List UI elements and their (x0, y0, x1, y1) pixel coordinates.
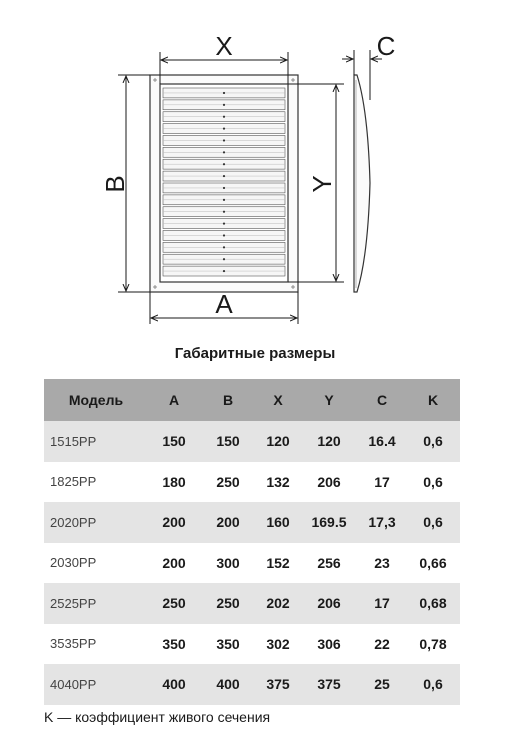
table-row (44, 664, 460, 705)
cell-x: 152 (256, 543, 300, 584)
cell-b: 150 (200, 421, 256, 462)
louver-center-mark (223, 163, 225, 165)
louver-center-mark (223, 211, 225, 213)
cell-x: 120 (256, 421, 300, 462)
cell-y: 120 (300, 421, 358, 462)
cell-c: 17,3 (358, 502, 406, 543)
cell-x: 132 (256, 462, 300, 503)
louver-center-mark (223, 187, 225, 189)
cell-x: 160 (256, 502, 300, 543)
cell-b: 400 (200, 664, 256, 705)
section-title: Габаритные размеры (174, 345, 336, 362)
cell-k: 0,6 (406, 664, 460, 705)
cell-y: 256 (300, 543, 358, 584)
louver-center-mark (223, 92, 225, 94)
cell-model: 2020PP (44, 502, 148, 543)
cell-c: 23 (358, 543, 406, 584)
cell-model: 4040PP (44, 664, 148, 705)
cell-k: 0,6 (406, 421, 460, 462)
louver-center-mark (223, 104, 225, 106)
grille-side-profile (354, 75, 370, 292)
header-c: C (358, 379, 406, 421)
dimensions-table (44, 379, 460, 705)
cell-y: 169.5 (300, 502, 358, 543)
louver-center-mark (223, 116, 225, 118)
cell-a: 350 (148, 624, 200, 665)
cell-model: 2525PP (44, 583, 148, 624)
cell-c: 16.4 (358, 421, 406, 462)
louver-center-mark (223, 151, 225, 153)
cell-k: 0,68 (406, 583, 460, 624)
header-b: B (200, 379, 256, 421)
table-row (44, 543, 460, 584)
louver-center-mark (223, 199, 225, 201)
cell-b: 300 (200, 543, 256, 584)
label-x: X (215, 31, 233, 61)
cell-x: 375 (256, 664, 300, 705)
louver-center-mark (223, 139, 225, 141)
header-k: K (406, 379, 460, 421)
cell-b: 350 (200, 624, 256, 665)
cell-c: 17 (358, 462, 406, 503)
cell-a: 200 (148, 543, 200, 584)
cell-model: 1825PP (44, 462, 148, 503)
footnote: K — коэффициент живого сечения (44, 709, 271, 725)
header-a: A (148, 379, 200, 421)
header-model: Модель (44, 379, 148, 421)
label-a: A (215, 289, 233, 319)
cell-y: 206 (300, 583, 358, 624)
header-x: X (256, 379, 300, 421)
table-header-row (44, 379, 460, 421)
louver-center-mark (223, 270, 225, 272)
cell-a: 400 (148, 664, 200, 705)
louver-center-mark (223, 222, 225, 224)
cell-a: 250 (148, 583, 200, 624)
cell-c: 25 (358, 664, 406, 705)
label-b: B (100, 175, 130, 193)
cell-x: 302 (256, 624, 300, 665)
cell-a: 150 (148, 421, 200, 462)
table-row (44, 583, 460, 624)
cell-b: 250 (200, 583, 256, 624)
cell-k: 0,6 (406, 502, 460, 543)
label-y: Y (307, 175, 337, 193)
table-row (44, 502, 460, 543)
cell-k: 0,66 (406, 543, 460, 584)
table-row (44, 421, 460, 462)
cell-model: 2030PP (44, 543, 148, 584)
cell-a: 180 (148, 462, 200, 503)
cell-c: 17 (358, 583, 406, 624)
louver-center-mark (223, 246, 225, 248)
cell-y: 306 (300, 624, 358, 665)
cell-k: 0,78 (406, 624, 460, 665)
cell-x: 202 (256, 583, 300, 624)
cell-a: 200 (148, 502, 200, 543)
louver-center-mark (223, 258, 225, 260)
cell-y: 375 (300, 664, 358, 705)
cell-y: 206 (300, 462, 358, 503)
label-c: C (376, 31, 396, 61)
header-y: Y (300, 379, 358, 421)
cell-b: 250 (200, 462, 256, 503)
louver-center-mark (223, 175, 225, 177)
grille-dimension-drawing (0, 0, 510, 335)
table-row (44, 462, 460, 503)
louver-center-mark (223, 234, 225, 236)
cell-model: 3535PP (44, 624, 148, 665)
cell-b: 200 (200, 502, 256, 543)
louver-center-mark (223, 127, 225, 129)
cell-k: 0,6 (406, 462, 460, 503)
table-row (44, 624, 460, 665)
cell-model: 1515PP (44, 421, 148, 462)
cell-c: 22 (358, 624, 406, 665)
